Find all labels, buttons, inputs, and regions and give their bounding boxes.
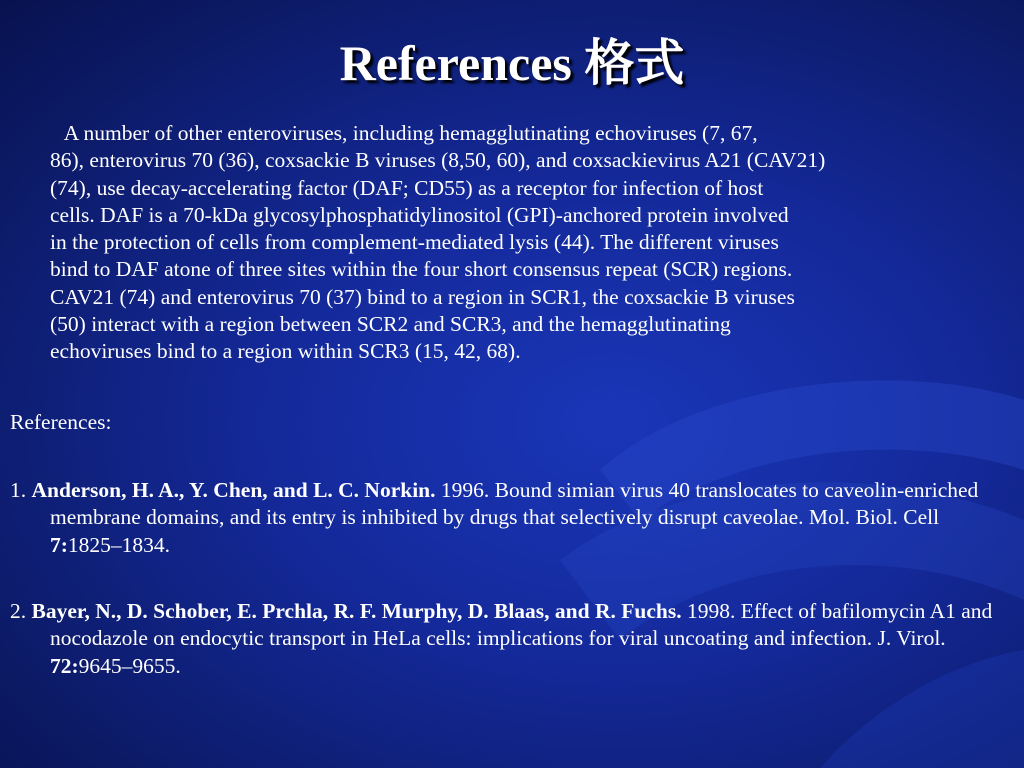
paragraph-line: (50) interact with a region between SCR2 and SCR3, and the hemagglutinating — [50, 312, 731, 337]
paragraph-line: (74), use decay-accelerating factor (DAF; CD55) as a receptor for infection of host — [50, 175, 764, 200]
reference-number: 1. — [10, 478, 27, 502]
paragraph-line: CAV21 (74) and enterovirus 70 (37) bind to a region in SCR1, the coxsackie B viruses — [50, 284, 795, 309]
reference-authors: Anderson, H. A., Y. Chen, and L. C. Norkin. — [31, 478, 436, 502]
reference-pages: 1825–1834. — [67, 532, 171, 557]
reference-volume: 72: — [50, 653, 79, 678]
paragraph-line: cells. DAF is a 70-kDa glycosylphosphatidylinositol (GPI)-anchored protein involved — [50, 202, 789, 227]
reference-number: 2. — [10, 599, 27, 623]
paragraph-line: bind to DAF atone of three sites within the four short consensus repeat (SCR) regions. — [50, 257, 793, 282]
reference-pages: 9645–9655. — [78, 653, 181, 678]
paragraph-line: in the protection of cells from complement-mediated lysis (44). The different viruses — [50, 230, 779, 255]
reference-text: 1998. Effect of bafilomycin A1 and nocodazole on endocytic transport in HeLa cells: implications for viral uncoating and infection. J. Virol. — [50, 599, 993, 651]
reference-volume: 7: — [50, 532, 68, 557]
paragraph-line: echoviruses bind to a region within SCR3 (15, 42, 68). — [50, 339, 521, 364]
reference-authors: Bayer, N., D. Schober, E. Prchla, R. F. Murphy, D. Blaas, and R. Fuchs. — [31, 599, 682, 623]
paragraph-line: A number of other enteroviruses, including hemagglutinating echoviruses (7, 67, — [10, 121, 758, 145]
reference-text: 1996. Bound simian virus 40 translocates to caveolin-enriched membrane domains, and its entry is inhibited by drugs that selectively disrupt caveolae. Mol. Biol. Cell — [50, 478, 979, 530]
slide-title: References 格式 — [339, 35, 685, 91]
references-heading: References: — [10, 410, 112, 434]
reference-item — [10, 598, 1000, 680]
reference-item — [10, 477, 1000, 559]
paragraph-line: 86), enterovirus 70 (36), coxsackie B viruses (8,50, 60), and coxsackievirus A21 (CAV21) — [50, 148, 826, 173]
body-paragraph — [10, 120, 1024, 366]
